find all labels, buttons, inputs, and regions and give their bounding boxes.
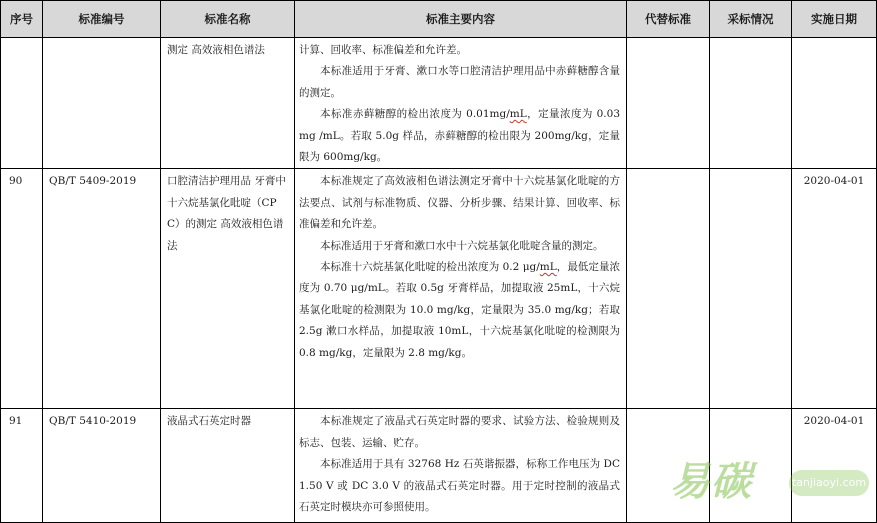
content-text: ，最低定量浓度为 0.70 μg/mL。若取 0.5g 牙膏样品，加提取液 25mL，十六烷基氯化吡啶的检测限为 10.0 mg/kg，定量限为 35.0 mg/kg；若取 2.5g 漱口水样品，加提取液 10mL，十六烷基氯化吡啶的检测限为 0.8 mg/kg，定量限为 2.8 mg/kg。 xyxy=(299,261,620,359)
header-adoption: 采标情况 xyxy=(710,1,792,38)
header-date: 实施日期 xyxy=(792,1,877,38)
adoption-text xyxy=(710,409,791,411)
header-name: 标准名称 xyxy=(161,1,295,38)
cell-name xyxy=(161,169,295,409)
content-text: ，定量浓度为 0.03mg /mL。若取 5.0g 样品，赤藓糖醇的检出限为 200mg/kg，定量限为 600mg/kg。 xyxy=(299,108,621,164)
content-text: 本标准十六烷基氯化吡啶的检出浓度为 0.2 μg/ xyxy=(320,261,540,274)
cell-code xyxy=(43,409,161,523)
cell-replaces xyxy=(627,38,710,169)
date-text: 2020-04-01 xyxy=(803,415,865,428)
name-text: 口腔清洁护理用品 牙膏中十六烷基氯化吡啶（CPC）的测定 高效液相色谱法 xyxy=(167,175,286,252)
replaces-text xyxy=(627,38,709,40)
cell-date xyxy=(792,38,877,169)
date-text: 2020-04-01 xyxy=(803,175,865,188)
cell-content xyxy=(295,409,627,523)
header-replaces: 代替标准 xyxy=(627,1,710,38)
seq-text xyxy=(1,38,42,40)
content-text: 本标准赤藓糖醇的检出浓度为 0.01mg/ xyxy=(320,108,510,121)
seq-text: 90 xyxy=(9,175,23,188)
content-paragraph: 本标准适用于牙膏、漱口水等口腔清洁护理用品中赤藓糖醇含量的测定。 xyxy=(299,65,620,99)
date-text xyxy=(792,38,876,40)
code-text: QB/T 5409-2019 xyxy=(49,175,137,188)
cell-adoption xyxy=(710,38,792,169)
watermark-logo: 易碳 xyxy=(670,459,752,505)
cell-date xyxy=(792,169,877,409)
header-content: 标准主要内容 xyxy=(295,1,627,38)
cell-code xyxy=(43,38,161,169)
content-paragraph xyxy=(299,104,620,168)
table-row xyxy=(1,169,877,409)
replaces-text xyxy=(627,169,709,171)
cell-content xyxy=(295,169,627,409)
cell-replaces xyxy=(627,169,710,409)
content-paragraph: 本标准适用于牙膏和漱口水中十六烷基氯化吡啶含量的测定。 xyxy=(320,239,604,252)
adoption-text xyxy=(710,169,791,171)
table-row xyxy=(1,409,877,523)
content-paragraph: 本标准规定了高效液相色谱法测定牙膏中十六烷基氯化吡啶的方法要点、试剂与标准物质、仪器、分析步骤、结果计算、回收率、标准偏差和允许差。 xyxy=(299,175,620,231)
seq-text: 91 xyxy=(9,415,23,428)
cell-replaces xyxy=(627,409,710,523)
content-paragraph: 本标准适用于具有 32768 Hz 石英谐振器，标称工作电压为 DC 1.50 V 或 DC 3.0 V 的液晶式石英定时器。用于定时控制的液晶式石英定时模块亦可参照使用。 xyxy=(299,458,620,514)
cell-content xyxy=(295,38,627,169)
cell-seq xyxy=(1,169,43,409)
content-paragraph xyxy=(299,257,620,364)
cell-date xyxy=(792,409,877,523)
name-text: 液晶式石英定时器 xyxy=(167,415,251,428)
content-paragraph: 本标准规定了液晶式石英定时器的要求、试验方法、检验规则及标志、包装、运输、贮存。 xyxy=(299,415,620,449)
name-text: 测定 高效液相色谱法 xyxy=(167,44,265,56)
header-code: 标准编号 xyxy=(43,1,161,38)
adoption-text xyxy=(710,38,791,40)
table-header-row xyxy=(1,1,877,38)
cell-name xyxy=(161,409,295,523)
cell-adoption xyxy=(710,409,792,523)
spellcheck-underlined-text: mL xyxy=(539,261,557,274)
code-text: QB/T 5410-2019 xyxy=(49,415,137,428)
watermark-site: tanjiaoyi.com xyxy=(789,470,869,496)
cell-adoption xyxy=(710,169,792,409)
content-paragraph: 计算、回收率、标准偏差和允许差。 xyxy=(299,44,467,56)
code-text xyxy=(43,38,160,40)
spellcheck-underlined-text: mL xyxy=(509,108,527,121)
cell-seq xyxy=(1,38,43,169)
header-seq: 序号 xyxy=(1,1,43,38)
cell-seq xyxy=(1,409,43,523)
cell-name xyxy=(161,38,295,169)
replaces-text xyxy=(627,409,709,411)
cell-code xyxy=(43,169,161,409)
table-row xyxy=(1,38,877,169)
